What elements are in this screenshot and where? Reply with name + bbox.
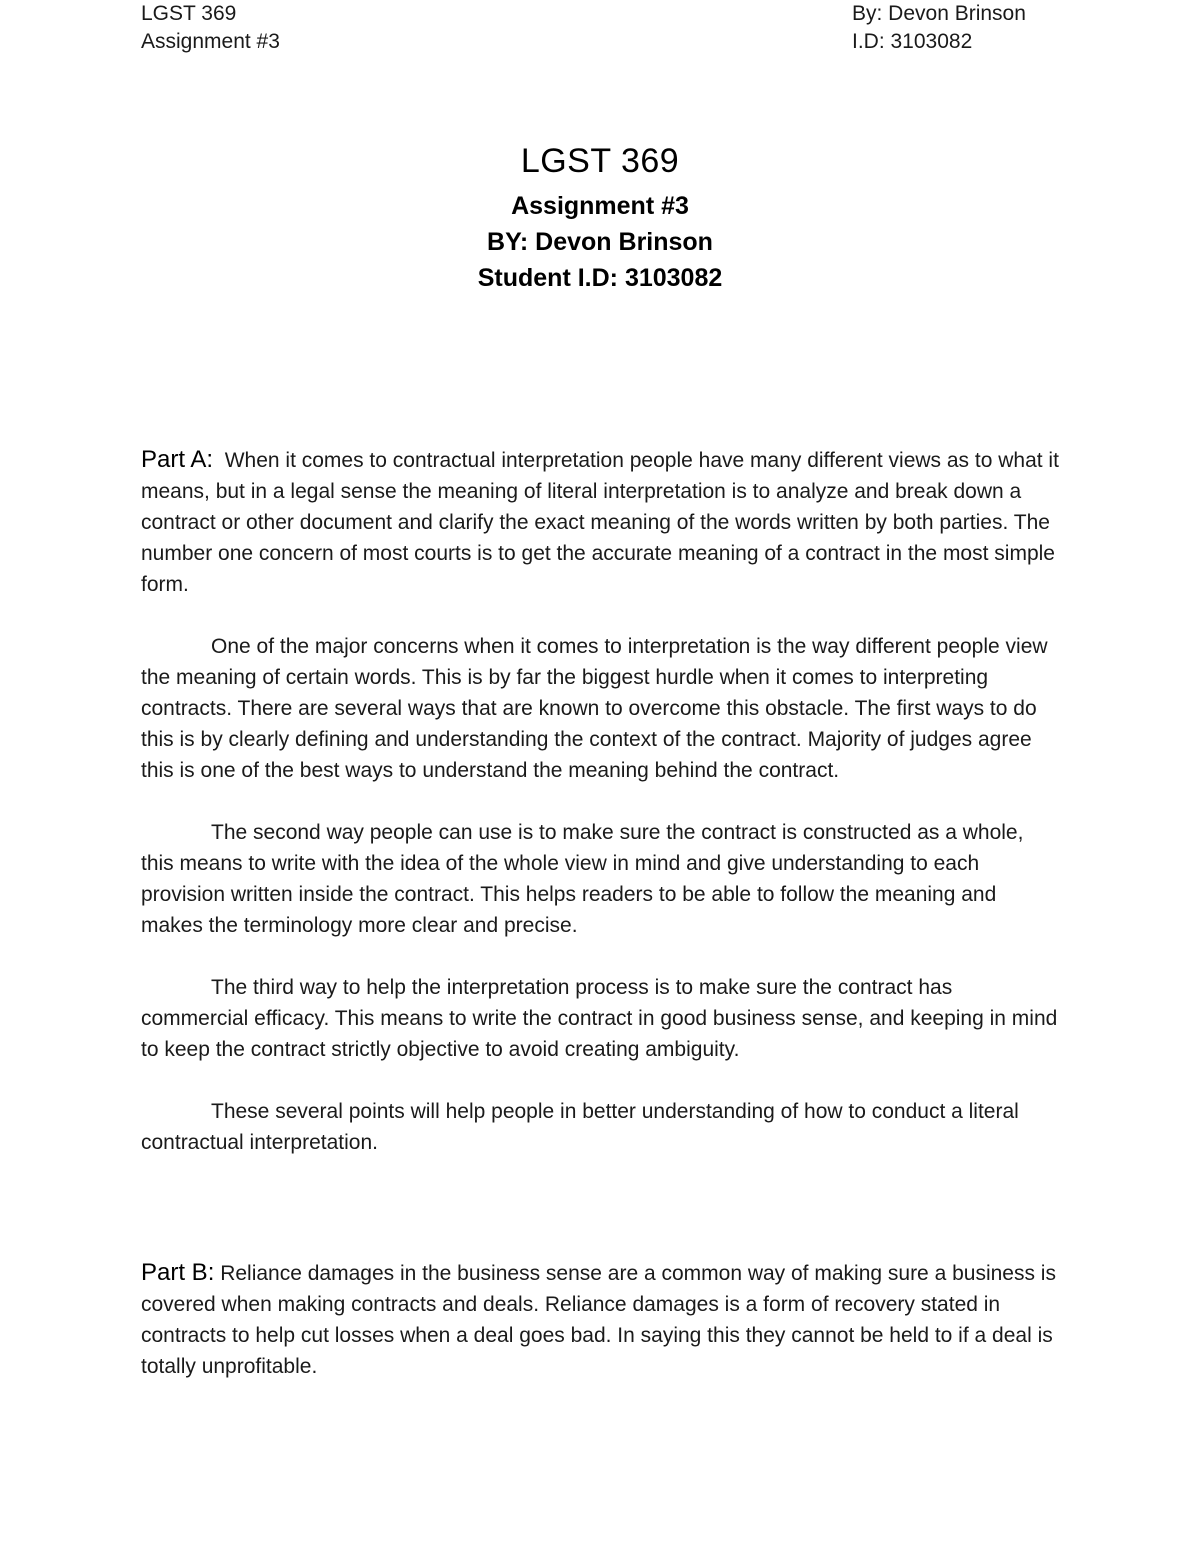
document-student-id: Student I.D: 3103082 [477, 264, 723, 292]
document-title: LGST 369 [520, 142, 680, 180]
title-block [0, 140, 1200, 296]
header-course: LGST 369 [141, 2, 237, 25]
header-left [141, 0, 280, 56]
part-a-paragraph: These several points will help people in better understanding of how to conduct a literal contractual interpretation. [141, 1100, 1019, 1154]
document-author: BY: Devon Brinson [487, 228, 713, 256]
header-author: By: Devon Brinson [852, 2, 1026, 25]
part-a-paragraph: The third way to help the interpretation process is to make sure the contract has commercial efficacy. This means to write the contract in good business sense, and keeping in mind to keep the contract strictly objective to avoid creating ambiguity. [141, 976, 1058, 1061]
part-a-section [141, 444, 1061, 1189]
header-assignment: Assignment #3 [141, 30, 280, 53]
part-b-intro-paragraph [141, 1257, 1061, 1382]
document-assignment: Assignment #3 [511, 192, 689, 220]
part-b-label: Part B: [141, 1259, 215, 1286]
part-a-intro-text: When it comes to contractual interpretation people have many different views as to what it means, but in a legal sense the meaning of literal interpretation is to analyze and break down a contract or other document and clarify the exact meaning of the words written by both parties. The number one concern of most courts is to get the accurate meaning of a contract in the most simple form. [141, 449, 1059, 596]
part-a-paragraph: One of the major concerns when it comes to interpretation is the way different people view the meaning of certain words. This is by far the biggest hurdle when it comes to interpreting contracts. There are several ways that are known to overcome this obstacle. The first ways to do this is by clearly defining and understanding the context of the contract. Majority of judges agree this is one of the best ways to understand the meaning behind the contract. [141, 635, 1048, 782]
part-b-section [141, 1257, 1061, 1413]
header-id: I.D: 3103082 [852, 30, 973, 53]
part-a-intro-paragraph [141, 444, 1061, 600]
part-a-paragraph: The second way people can use is to make sure the contract is constructed as a whole, this means to write with the idea of the whole view in mind and give understanding to each provision written inside the contract. This helps readers to be able to follow the meaning and makes the terminology more clear and precise. [141, 821, 1024, 937]
part-a-label: Part A: [141, 446, 214, 473]
part-b-intro-text: Reliance damages in the business sense are a common way of making sure a business is covered when making contracts and deals. Reliance damages is a form of recovery stated in contracts to help cut losses when a deal goes bad. In saying this they cannot be held to if a deal is totally unprofitable. [141, 1262, 1056, 1378]
header-right [852, 0, 1026, 56]
